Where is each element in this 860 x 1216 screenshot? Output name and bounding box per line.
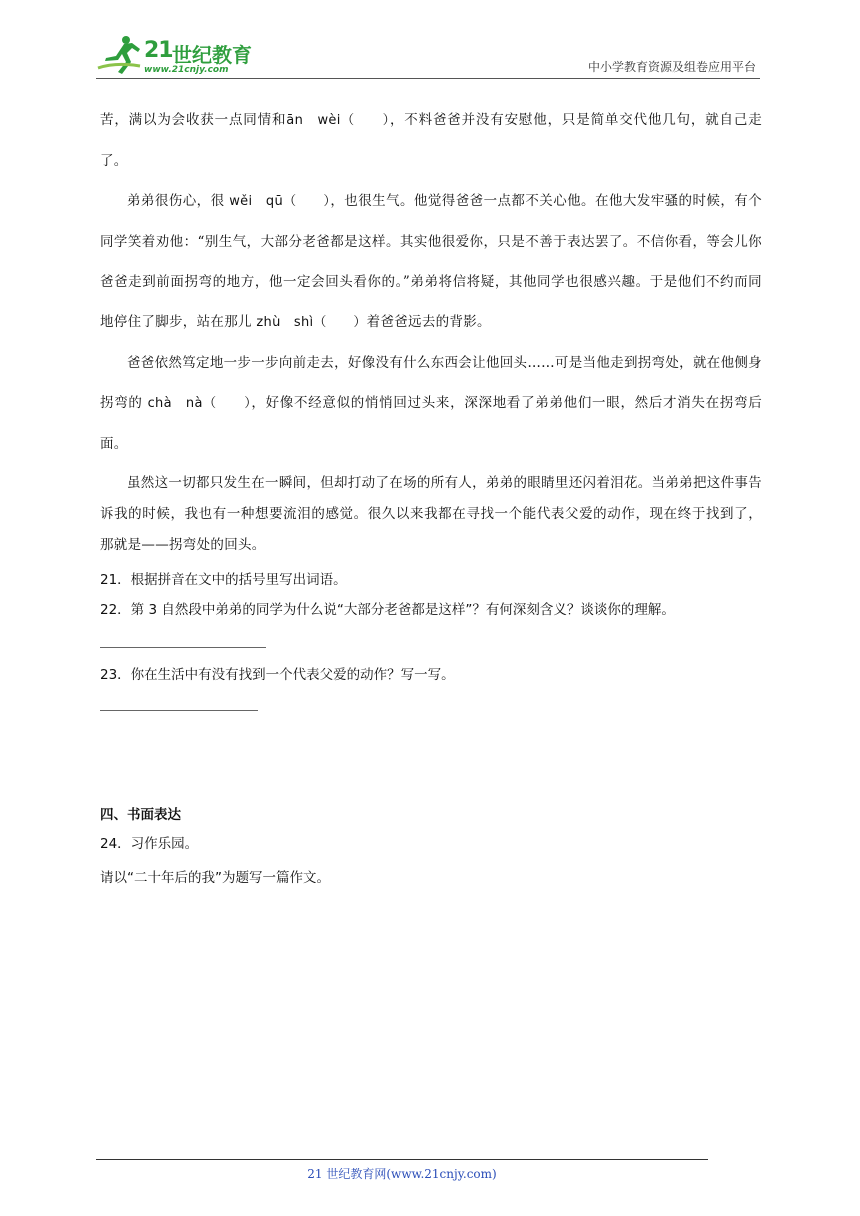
text-span: 着爸爸远去的背影。 bbox=[366, 314, 491, 330]
answer-line-23[interactable] bbox=[100, 710, 258, 711]
logo-number: 21 bbox=[144, 38, 173, 63]
passage-paragraph-2 bbox=[100, 181, 762, 343]
text-span: ，也很生气。他觉得爸爸一点都不关心他。在他大发牢骚的时候，有个同学笑着劝他：“别生气，大部分老爸都是这样。其实他很爱你，只是不善于表达罢了。不信你看，等会儿你爸爸走到前面拐弯的地方，他一定会回头看你的。”弟弟将信将疑，其他同学也很感兴趣。于是他们不约而同地停住了脚步，站在那儿 bbox=[100, 193, 762, 330]
question-22: 22．第 3 自然段中弟弟的同学为什么说“大部分老爸都是这样”？有何深刻含义？谈谈你的理解。 bbox=[100, 602, 675, 618]
text-span: ，好像不经意似的悄悄回过头来，深深地看了弟弟他们一眼，然后才消失在拐弯后面。 bbox=[100, 395, 762, 452]
logo bbox=[96, 34, 256, 76]
footer-text: 21 世纪教育网(www.21cnjy.com) bbox=[307, 1167, 497, 1181]
page-header bbox=[96, 32, 760, 79]
passage-paragraph-1 bbox=[100, 100, 762, 181]
passage-paragraph-3 bbox=[100, 343, 762, 464]
text-span: ，不料爸爸并没有安慰他，只是简单交代他几句，就自己走了。 bbox=[100, 112, 762, 169]
essay-prompt: 请以“二十年后的我”为题写一篇作文。 bbox=[100, 870, 330, 886]
platform-title: 中小学教育资源及组卷应用平台 bbox=[587, 60, 756, 74]
question-21: 21．根据拼音在文中的括号里写出词语。 bbox=[100, 572, 347, 588]
logo-name: 世纪教育 bbox=[172, 43, 252, 67]
pinyin-blank-anwei[interactable]: ān wèi（ ） bbox=[286, 113, 390, 128]
page-content bbox=[100, 100, 762, 893]
question-24: 24．习作乐园。 bbox=[100, 836, 199, 852]
section-title: 四、书面表达 bbox=[100, 807, 181, 823]
logo-url: www.21cnjy.com bbox=[144, 65, 229, 75]
answer-line-22[interactable] bbox=[100, 647, 266, 648]
runner-logo-icon bbox=[96, 34, 144, 76]
pinyin-blank-zhushi[interactable]: zhù shì（ ） bbox=[256, 315, 367, 330]
pinyin-blank-chana[interactable]: chà nà（ ） bbox=[147, 396, 252, 411]
pinyin-blank-weiqu[interactable]: wěi qū（ ） bbox=[229, 194, 331, 209]
text-span: 弟弟很伤心，很 bbox=[127, 193, 230, 209]
text-span: 爸爸依然笃定地一步一步向前走去，好像没有什么东西会让他回头……可是当他走到拐弯处，就在他侧身拐弯的 bbox=[100, 355, 762, 411]
footer-divider bbox=[96, 1159, 708, 1160]
question-23: 23．你在生活中有没有找到一个代表父爱的动作？写一写。 bbox=[100, 667, 455, 683]
text-span: 苦，满以为会收获一点同情和 bbox=[100, 112, 287, 128]
passage-paragraph-4: 虽然这一切都只发生在一瞬间，但却打动了在场的所有人，弟弟的眼睛里还闪着泪花。当弟弟把这件事告诉我的时候，我也有一种想要流泪的感觉。很久以来我都在寻找一个能代表父爱的动作，现在终于找到了，那就是——拐弯处的回头。 bbox=[100, 475, 762, 553]
